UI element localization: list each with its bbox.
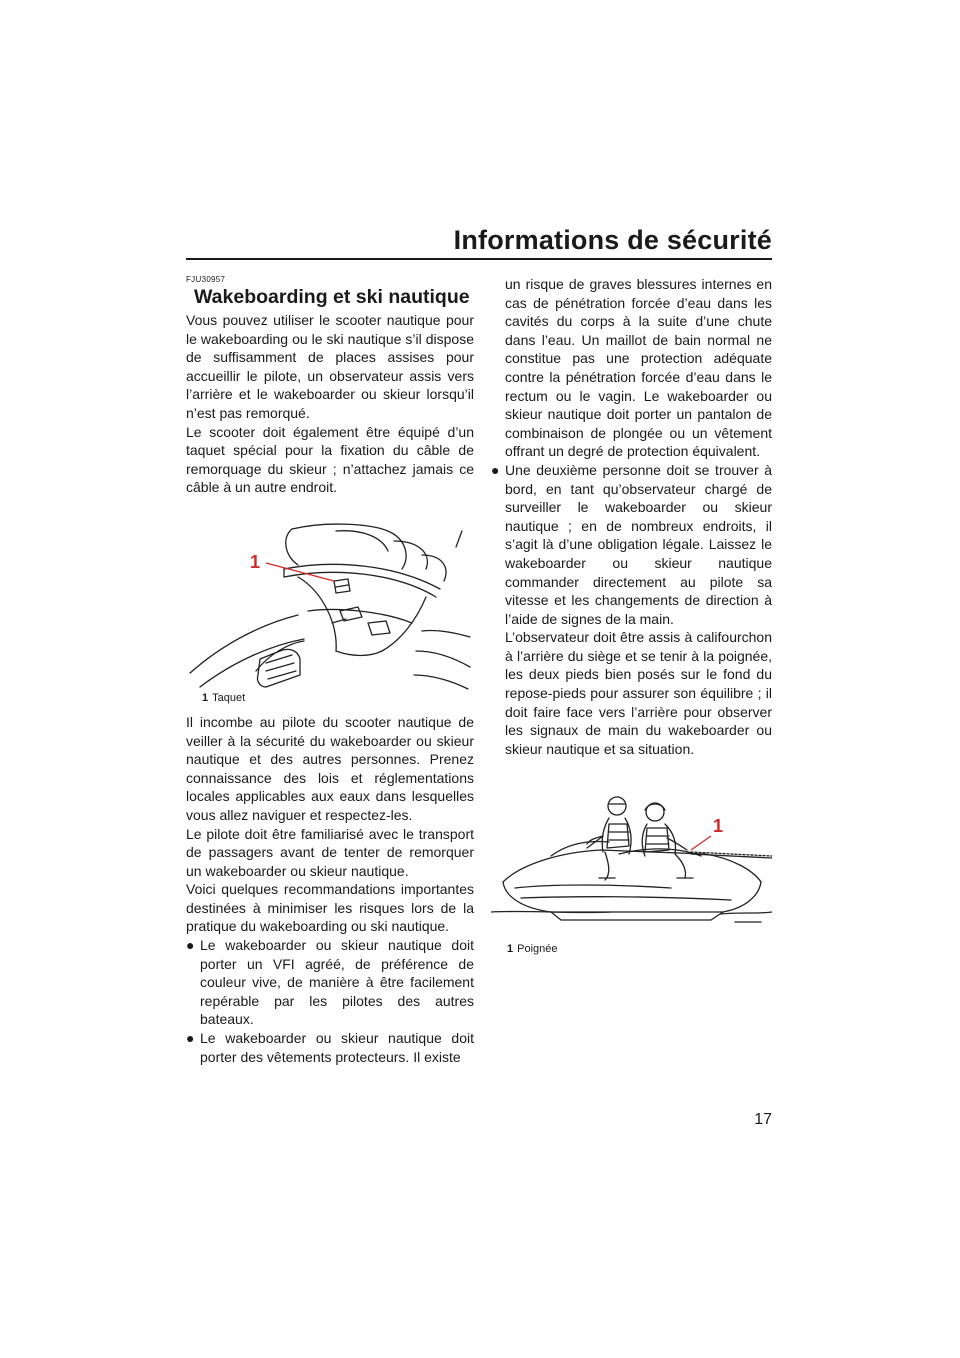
paragraph: Le pilote doit être familiarisé avec le transport de passagers avant de tenter de remorquer un wakeboarder ou skieur nautique. [186, 825, 474, 879]
bullet-dot-icon: ● [186, 1030, 195, 1047]
paragraph-observer: L’observateur doit être assis à califourchon à l’arrière du siège et se tenir à la poignée, les deux pieds bien posés sur le fond du repose-pieds pour assurer son équilibre ; il doit faire face vers l’arrière pour observer les signaux de main du wakeboarder ou skieur nautique et sa situation. [505, 629, 772, 757]
caption-text: Taquet [212, 691, 246, 704]
paragraph: Il incombe au pilote du scooter nautique de veiller à la sécurité du wakeboarder ou skieur nautique et des autres personnes. Prenez connaissance des lois et réglementations locales applicables aux eaux dans lesquelles vous allez naviguer et respectez-les. [186, 713, 474, 823]
figure-taquet [186, 511, 474, 691]
caption-number: 1 [202, 691, 209, 704]
figure-caption [202, 691, 474, 705]
header-rule [186, 258, 772, 260]
paragraph: Vous pouvez utiliser le scooter nautique pour le wakeboarding ou le ski nautique s’il dispose de suffisamment de places assises pour accueillir le pilote, un observateur assis vers l’arrière et le wakeboarder ou skieur lorsqu’il n’est pas remorqué. [186, 312, 474, 421]
bullet-dot-icon: ● [491, 461, 500, 478]
section-code: FJU30957 [186, 275, 226, 284]
caption-number: 1 [507, 943, 514, 956]
paragraph: Le scooter doit également être équipé d’un taquet spécial pour la fixation du câble de remorquage du skieur ; n’attachez jamais ce câble à un autre endroit. [186, 423, 474, 496]
page-number: 17 [754, 1111, 772, 1128]
page-header [452, 224, 772, 256]
bullet-item: ● Le wakeboarder ou skieur nautique doit porter des vêtements protecteurs. Il existe [186, 1030, 474, 1065]
header-title: Informations de sécurité [453, 224, 772, 255]
paragraph-continued: un risque de graves blessures internes en cas de pénétration forcée d’eau dans les cavités du corps à la suite d’une chute dans l’eau. Un maillot de bain normal ne constitue pas une protection adéquate contre la pénétration forcée d’eau dans le rectum ou le vagin. Le wakeboarder ou skieur nautique doit porter un pantalon de combinaison de plongée ou un vêtement offrant un degré de protection équivalent. [505, 276, 772, 460]
bullet-dot-icon: ● [186, 937, 195, 954]
jet-ski-rear-illustration [186, 511, 474, 691]
callout-number: 1 [713, 816, 724, 837]
figure-poignee [491, 792, 772, 942]
section-title: Wakeboarding et ski nautique [194, 286, 470, 308]
paragraph: Voici quelques recommandations importantes destinées à minimiser les risques lors de la pratique du wakeboarding ou ski nautique. [186, 881, 474, 935]
bullet-item: ● Le wakeboarder ou skieur nautique doit porter un VFI agréé, de préférence de couleur vive, de manière à être facilement repérable par les pilotes des autres bateaux. [186, 937, 474, 1028]
right-column [491, 275, 772, 956]
jet-ski-riders-illustration [491, 792, 772, 942]
left-column [186, 275, 474, 1066]
caption-text: Poignée [517, 943, 558, 956]
bullet-item: ● Une deuxième personne doit se trouver à bord, en tant qu’observateur chargé de surveiller le wakeboarder ou skieur nautique ; en de nombreux endroits, il s’agit là d’une obligation légale. Laissez le wakeboarder ou skieur nautique commander directement au pilote sa vitesse et les changements de direction à l’aide de signes de la main. [491, 461, 772, 627]
callout-number: 1 [250, 551, 261, 572]
figure-caption [507, 942, 772, 956]
